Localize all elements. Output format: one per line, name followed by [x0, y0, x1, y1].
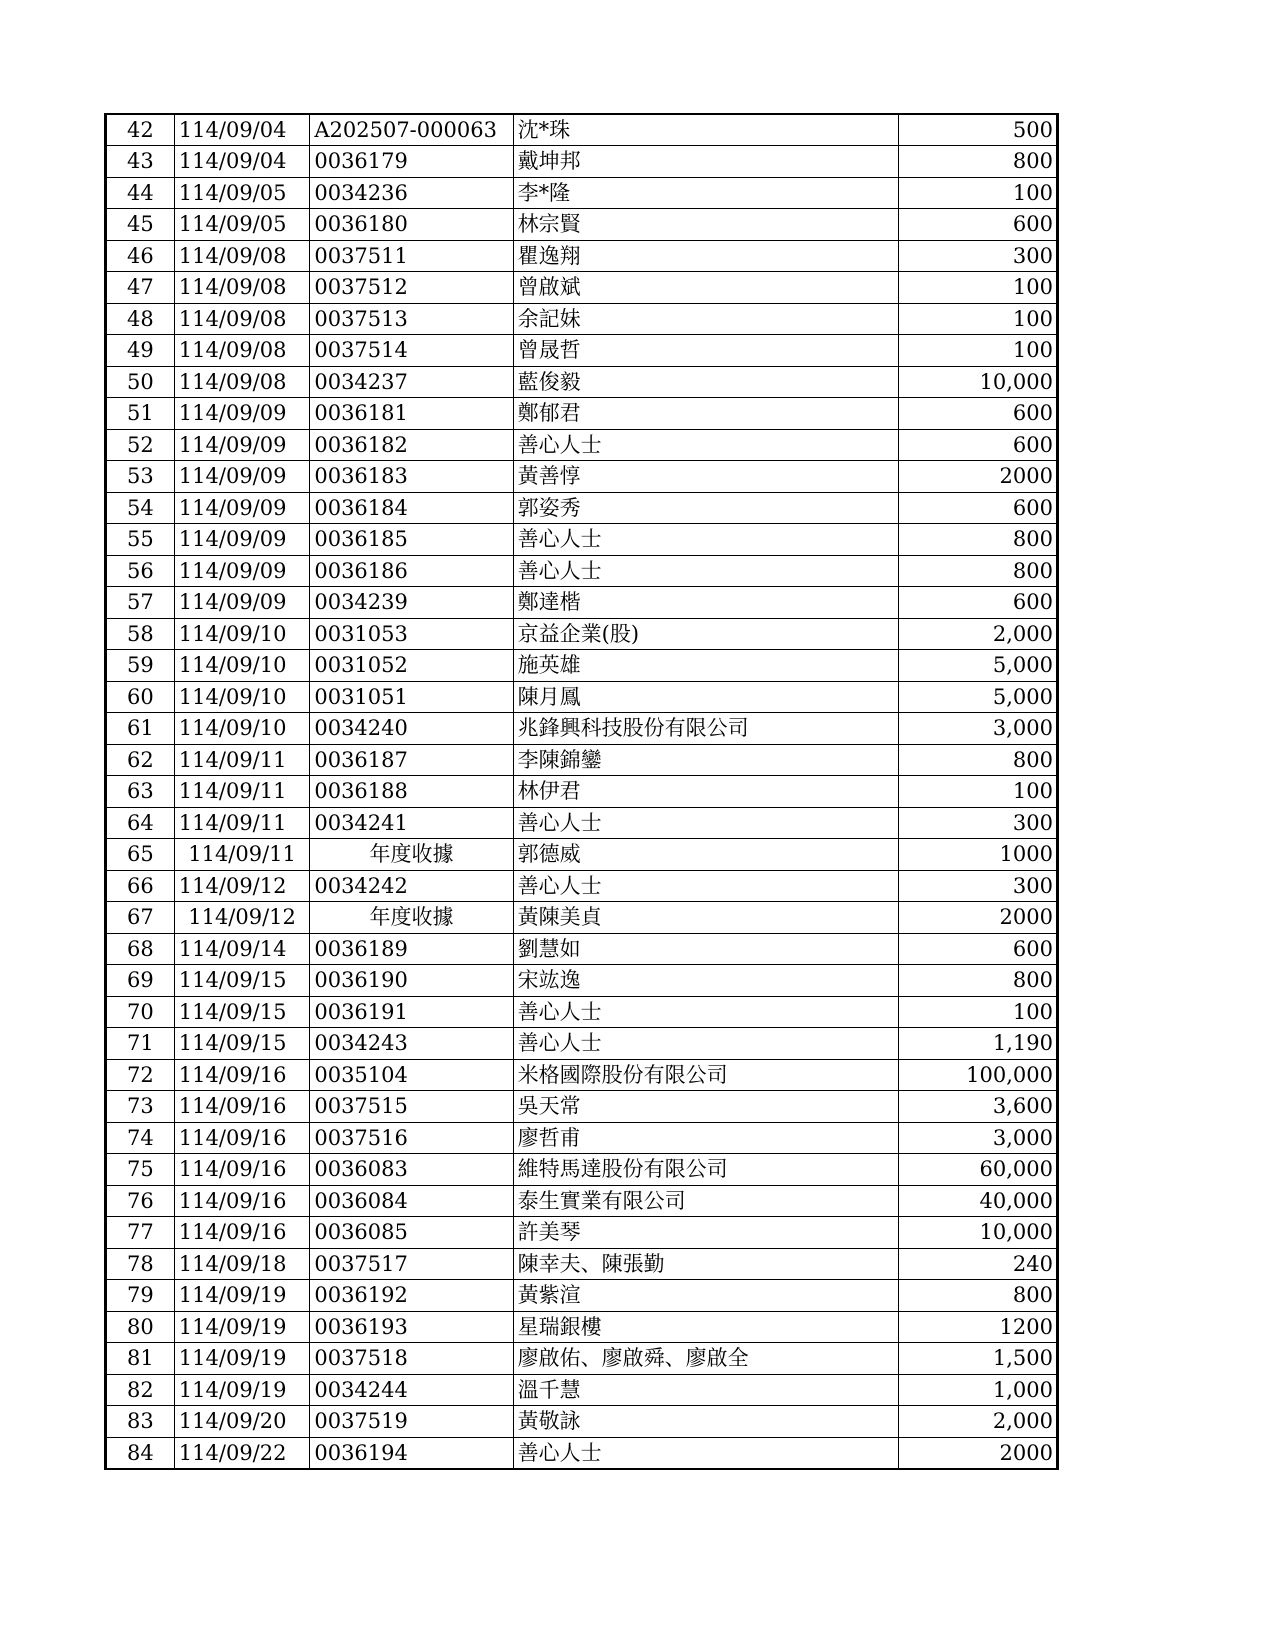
- table-row: [106, 272, 1058, 304]
- donation-date: 114/09/11: [174, 744, 310, 776]
- donor-name: 溫千慧: [513, 1374, 898, 1406]
- donation-amount: 2000: [898, 461, 1057, 493]
- table-row: [106, 1248, 1058, 1280]
- table-row: [106, 366, 1058, 398]
- donor-name: 黃敬詠: [513, 1406, 898, 1438]
- donation-date: 114/09/22: [174, 1437, 310, 1469]
- donation-date: 114/09/19: [174, 1311, 310, 1343]
- table-row: [106, 303, 1058, 335]
- donation-date: 114/09/18: [174, 1248, 310, 1280]
- donor-name: 善心人士: [513, 555, 898, 587]
- donation-amount: 800: [898, 744, 1057, 776]
- donation-amount: 600: [898, 429, 1057, 461]
- table-row: [106, 1154, 1058, 1186]
- donor-name: 維特馬達股份有限公司: [513, 1154, 898, 1186]
- receipt-number: 0037517: [310, 1248, 513, 1280]
- table-row: [106, 1437, 1058, 1469]
- donor-name: 沈*珠: [513, 114, 898, 146]
- donation-amount: 100: [898, 996, 1057, 1028]
- donor-name: 米格國際股份有限公司: [513, 1059, 898, 1091]
- donation-date: 114/09/09: [174, 429, 310, 461]
- row-number: 50: [106, 366, 175, 398]
- donor-name: 黃紫渲: [513, 1280, 898, 1312]
- donation-date: 114/09/08: [174, 240, 310, 272]
- donation-amount: 100,000: [898, 1059, 1057, 1091]
- row-number: 82: [106, 1374, 175, 1406]
- donation-amount: 2,000: [898, 618, 1057, 650]
- table-row: [106, 177, 1058, 209]
- receipt-number: 0037512: [310, 272, 513, 304]
- donor-name: 戴坤邦: [513, 146, 898, 178]
- donation-amount: 300: [898, 870, 1057, 902]
- donation-amount: 3,600: [898, 1091, 1057, 1123]
- receipt-number: 0034242: [310, 870, 513, 902]
- donor-name: 善心人士: [513, 1437, 898, 1469]
- row-number: 67: [106, 902, 175, 934]
- donation-date: 114/09/04: [174, 114, 310, 146]
- table-row: [106, 1091, 1058, 1123]
- receipt-number: 0036180: [310, 209, 513, 241]
- table-row: [106, 744, 1058, 776]
- donation-amount: 600: [898, 398, 1057, 430]
- donation-amount: 5,000: [898, 681, 1057, 713]
- donor-name: 林宗賢: [513, 209, 898, 241]
- row-number: 49: [106, 335, 175, 367]
- row-number: 76: [106, 1185, 175, 1217]
- table-row: [106, 1059, 1058, 1091]
- donation-amount: 10,000: [898, 366, 1057, 398]
- row-number: 70: [106, 996, 175, 1028]
- donation-amount: 3,000: [898, 713, 1057, 745]
- receipt-number: 0036185: [310, 524, 513, 556]
- donation-date: 114/09/12: [174, 902, 310, 934]
- donation-amount: 1,500: [898, 1343, 1057, 1375]
- donor-name: 陳月鳳: [513, 681, 898, 713]
- donor-name: 許美琴: [513, 1217, 898, 1249]
- row-number: 48: [106, 303, 175, 335]
- donation-amount: 2000: [898, 1437, 1057, 1469]
- row-number: 66: [106, 870, 175, 902]
- table-row: [106, 965, 1058, 997]
- receipt-number: 0036083: [310, 1154, 513, 1186]
- table-row: [106, 839, 1058, 871]
- donor-name: 瞿逸翔: [513, 240, 898, 272]
- receipt-number: 0036084: [310, 1185, 513, 1217]
- receipt-number: 0036186: [310, 555, 513, 587]
- table-row: [106, 146, 1058, 178]
- receipt-number: 0037513: [310, 303, 513, 335]
- donation-date: 114/09/10: [174, 681, 310, 713]
- table-row: [106, 996, 1058, 1028]
- donation-amount: 2,000: [898, 1406, 1057, 1438]
- row-number: 83: [106, 1406, 175, 1438]
- donation-date: 114/09/16: [174, 1154, 310, 1186]
- donation-date: 114/09/09: [174, 587, 310, 619]
- table-row: [106, 1217, 1058, 1249]
- receipt-number: 0036184: [310, 492, 513, 524]
- donation-date: 114/09/15: [174, 996, 310, 1028]
- donation-date: 114/09/16: [174, 1122, 310, 1154]
- donation-amount: 10,000: [898, 1217, 1057, 1249]
- donor-name: 京益企業(股): [513, 618, 898, 650]
- donation-amount: 100: [898, 776, 1057, 808]
- table-row: [106, 1374, 1058, 1406]
- donation-amount: 60,000: [898, 1154, 1057, 1186]
- receipt-number: 0036194: [310, 1437, 513, 1469]
- donation-amount: 800: [898, 965, 1057, 997]
- donation-date: 114/09/08: [174, 366, 310, 398]
- donor-name: 曾晟哲: [513, 335, 898, 367]
- receipt-number: 0031051: [310, 681, 513, 713]
- receipt-number: A202507-000063: [310, 114, 513, 146]
- donation-date: 114/09/09: [174, 398, 310, 430]
- donation-amount: 600: [898, 933, 1057, 965]
- donor-name: 藍俊毅: [513, 366, 898, 398]
- table-row: [106, 902, 1058, 934]
- table-row: [106, 114, 1058, 146]
- donation-date: 114/09/16: [174, 1059, 310, 1091]
- receipt-number: 0036187: [310, 744, 513, 776]
- row-number: 68: [106, 933, 175, 965]
- row-number: 62: [106, 744, 175, 776]
- row-number: 56: [106, 555, 175, 587]
- donor-name: 廖啟佑、廖啟舜、廖啟全: [513, 1343, 898, 1375]
- table-row: [106, 1185, 1058, 1217]
- donation-amount: 500: [898, 114, 1057, 146]
- donor-name: 兆鋒興科技股份有限公司: [513, 713, 898, 745]
- donation-date: 114/09/05: [174, 177, 310, 209]
- table-row: [106, 1028, 1058, 1060]
- table-row: [106, 335, 1058, 367]
- table-row: [106, 1343, 1058, 1375]
- row-number: 59: [106, 650, 175, 682]
- donor-name: 李*隆: [513, 177, 898, 209]
- row-number: 65: [106, 839, 175, 871]
- receipt-number: 0037518: [310, 1343, 513, 1375]
- donor-name: 善心人士: [513, 524, 898, 556]
- receipt-number: 0036189: [310, 933, 513, 965]
- table-row: [106, 492, 1058, 524]
- donation-date: 114/09/10: [174, 713, 310, 745]
- donor-name: 郭德威: [513, 839, 898, 871]
- table-row: [106, 807, 1058, 839]
- donor-name: 黃善惇: [513, 461, 898, 493]
- table-row: [106, 650, 1058, 682]
- row-number: 44: [106, 177, 175, 209]
- donation-date: 114/09/11: [174, 807, 310, 839]
- table-row: [106, 1122, 1058, 1154]
- donation-amount: 800: [898, 555, 1057, 587]
- row-number: 45: [106, 209, 175, 241]
- row-number: 53: [106, 461, 175, 493]
- donor-name: 吳天常: [513, 1091, 898, 1123]
- donor-name: 善心人士: [513, 996, 898, 1028]
- table-row: [106, 461, 1058, 493]
- donor-name: 余記妹: [513, 303, 898, 335]
- receipt-number: 0034236: [310, 177, 513, 209]
- donation-amount: 600: [898, 587, 1057, 619]
- table-row: [106, 713, 1058, 745]
- receipt-number: 0036085: [310, 1217, 513, 1249]
- row-number: 54: [106, 492, 175, 524]
- donation-date: 114/09/09: [174, 555, 310, 587]
- ledger-body: [106, 114, 1058, 1469]
- receipt-number: 0036179: [310, 146, 513, 178]
- receipt-number: 0036193: [310, 1311, 513, 1343]
- receipt-number: 年度收據: [310, 839, 513, 871]
- donation-date: 114/09/11: [174, 839, 310, 871]
- table-row: [106, 524, 1058, 556]
- donation-amount: 800: [898, 524, 1057, 556]
- donor-name: 陳幸夫、陳張勤: [513, 1248, 898, 1280]
- table-row: [106, 681, 1058, 713]
- donation-date: 114/09/15: [174, 965, 310, 997]
- donation-date: 114/09/10: [174, 618, 310, 650]
- table-row: [106, 398, 1058, 430]
- donation-date: 114/09/14: [174, 933, 310, 965]
- donation-amount: 1,000: [898, 1374, 1057, 1406]
- donation-date: 114/09/15: [174, 1028, 310, 1060]
- row-number: 55: [106, 524, 175, 556]
- receipt-number: 0036191: [310, 996, 513, 1028]
- donation-amount: 300: [898, 240, 1057, 272]
- donor-name: 劉慧如: [513, 933, 898, 965]
- receipt-number: 0034243: [310, 1028, 513, 1060]
- donation-date: 114/09/19: [174, 1343, 310, 1375]
- row-number: 73: [106, 1091, 175, 1123]
- row-number: 79: [106, 1280, 175, 1312]
- row-number: 43: [106, 146, 175, 178]
- row-number: 64: [106, 807, 175, 839]
- donor-name: 善心人士: [513, 1028, 898, 1060]
- donation-date: 114/09/08: [174, 272, 310, 304]
- donation-amount: 300: [898, 807, 1057, 839]
- row-number: 46: [106, 240, 175, 272]
- donor-name: 泰生實業有限公司: [513, 1185, 898, 1217]
- donation-amount: 1,190: [898, 1028, 1057, 1060]
- table-row: [106, 1280, 1058, 1312]
- donation-date: 114/09/19: [174, 1280, 310, 1312]
- donation-date: 114/09/19: [174, 1374, 310, 1406]
- donor-name: 善心人士: [513, 807, 898, 839]
- row-number: 60: [106, 681, 175, 713]
- donation-date: 114/09/12: [174, 870, 310, 902]
- table-row: [106, 587, 1058, 619]
- receipt-number: 0036190: [310, 965, 513, 997]
- row-number: 61: [106, 713, 175, 745]
- row-number: 57: [106, 587, 175, 619]
- receipt-number: 0035104: [310, 1059, 513, 1091]
- row-number: 81: [106, 1343, 175, 1375]
- donation-amount: 3,000: [898, 1122, 1057, 1154]
- donation-date: 114/09/08: [174, 335, 310, 367]
- receipt-number: 0036182: [310, 429, 513, 461]
- receipt-number: 0036188: [310, 776, 513, 808]
- donation-ledger-table: [104, 113, 1059, 1470]
- row-number: 75: [106, 1154, 175, 1186]
- donation-amount: 100: [898, 272, 1057, 304]
- donation-amount: 800: [898, 146, 1057, 178]
- donation-date: 114/09/11: [174, 776, 310, 808]
- receipt-number: 0036181: [310, 398, 513, 430]
- donor-name: 郭姿秀: [513, 492, 898, 524]
- donation-amount: 1000: [898, 839, 1057, 871]
- donation-amount: 240: [898, 1248, 1057, 1280]
- table-row: [106, 209, 1058, 241]
- donation-amount: 5,000: [898, 650, 1057, 682]
- donor-name: 宋竑逸: [513, 965, 898, 997]
- receipt-number: 0031052: [310, 650, 513, 682]
- receipt-number: 0034244: [310, 1374, 513, 1406]
- donor-name: 李陳錦鑾: [513, 744, 898, 776]
- receipt-number: 0034239: [310, 587, 513, 619]
- donor-name: 林伊君: [513, 776, 898, 808]
- donation-date: 114/09/09: [174, 492, 310, 524]
- receipt-number: 年度收據: [310, 902, 513, 934]
- receipt-number: 0031053: [310, 618, 513, 650]
- donation-date: 114/09/10: [174, 650, 310, 682]
- donation-amount: 2000: [898, 902, 1057, 934]
- receipt-number: 0037516: [310, 1122, 513, 1154]
- row-number: 78: [106, 1248, 175, 1280]
- donation-amount: 600: [898, 492, 1057, 524]
- receipt-number: 0036192: [310, 1280, 513, 1312]
- row-number: 58: [106, 618, 175, 650]
- donor-name: 鄭郁君: [513, 398, 898, 430]
- donor-name: 廖哲甫: [513, 1122, 898, 1154]
- row-number: 52: [106, 429, 175, 461]
- donation-date: 114/09/08: [174, 303, 310, 335]
- table-row: [106, 555, 1058, 587]
- donation-date: 114/09/09: [174, 524, 310, 556]
- donor-name: 善心人士: [513, 870, 898, 902]
- receipt-number: 0037519: [310, 1406, 513, 1438]
- donor-name: 鄭達楷: [513, 587, 898, 619]
- table-row: [106, 1311, 1058, 1343]
- receipt-number: 0034237: [310, 366, 513, 398]
- table-row: [106, 618, 1058, 650]
- receipt-number: 0034241: [310, 807, 513, 839]
- row-number: 77: [106, 1217, 175, 1249]
- donation-date: 114/09/04: [174, 146, 310, 178]
- donation-date: 114/09/20: [174, 1406, 310, 1438]
- table-row: [106, 870, 1058, 902]
- table-row: [106, 933, 1058, 965]
- donation-date: 114/09/16: [174, 1185, 310, 1217]
- donation-date: 114/09/16: [174, 1091, 310, 1123]
- row-number: 74: [106, 1122, 175, 1154]
- table-row: [106, 1406, 1058, 1438]
- row-number: 72: [106, 1059, 175, 1091]
- row-number: 71: [106, 1028, 175, 1060]
- donation-amount: 40,000: [898, 1185, 1057, 1217]
- donation-amount: 100: [898, 335, 1057, 367]
- donation-date: 114/09/16: [174, 1217, 310, 1249]
- donation-amount: 600: [898, 209, 1057, 241]
- row-number: 42: [106, 114, 175, 146]
- donation-amount: 100: [898, 303, 1057, 335]
- row-number: 47: [106, 272, 175, 304]
- receipt-number: 0034240: [310, 713, 513, 745]
- receipt-number: 0037511: [310, 240, 513, 272]
- table-row: [106, 776, 1058, 808]
- row-number: 51: [106, 398, 175, 430]
- row-number: 69: [106, 965, 175, 997]
- donation-amount: 100: [898, 177, 1057, 209]
- donation-amount: 1200: [898, 1311, 1057, 1343]
- row-number: 63: [106, 776, 175, 808]
- donor-name: 施英雄: [513, 650, 898, 682]
- donation-date: 114/09/05: [174, 209, 310, 241]
- donor-name: 曾啟斌: [513, 272, 898, 304]
- donor-name: 黃陳美貞: [513, 902, 898, 934]
- row-number: 80: [106, 1311, 175, 1343]
- table-row: [106, 240, 1058, 272]
- receipt-number: 0036183: [310, 461, 513, 493]
- receipt-number: 0037515: [310, 1091, 513, 1123]
- donation-date: 114/09/09: [174, 461, 310, 493]
- donor-name: 星瑞銀樓: [513, 1311, 898, 1343]
- table-row: [106, 429, 1058, 461]
- donation-amount: 800: [898, 1280, 1057, 1312]
- row-number: 84: [106, 1437, 175, 1469]
- receipt-number: 0037514: [310, 335, 513, 367]
- donor-name: 善心人士: [513, 429, 898, 461]
